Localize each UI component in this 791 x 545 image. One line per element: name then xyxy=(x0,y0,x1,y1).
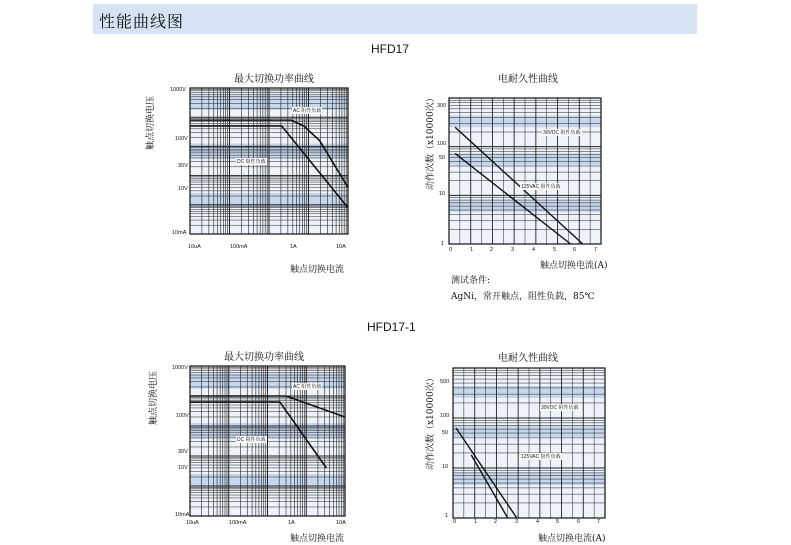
x-tick: 10uA xyxy=(188,244,201,250)
x-tick: 7 xyxy=(594,247,598,253)
power-chart-xlabel: 触点切换电流 xyxy=(290,265,345,275)
life-chart-xlabel: 触点切换电流(A) xyxy=(538,534,606,544)
y-tick: 500 xyxy=(440,379,450,385)
y-tick: 1 xyxy=(445,513,449,519)
y-tick: 10 xyxy=(439,191,446,197)
y-tick: 100 xyxy=(437,141,447,147)
x-tick: 1A xyxy=(288,520,295,526)
test-conditions-value: AgNi，常开触点，阻性负载，85℃ xyxy=(451,292,595,302)
x-tick: 100mA xyxy=(230,244,248,250)
header-bar xyxy=(93,4,697,34)
x-tick: 10A xyxy=(336,244,346,250)
y-tick: 100V xyxy=(176,413,189,419)
dc-annotation: 30VDC 阻性负载 xyxy=(543,130,581,136)
x-tick: 4 xyxy=(536,519,540,525)
ac-annotation: 125VAC 阻性负载 xyxy=(521,454,561,460)
y-tick: 30V xyxy=(178,163,188,169)
x-tick: 6 xyxy=(573,247,577,253)
life-chart-1 xyxy=(449,98,601,244)
model-label: HFD17 xyxy=(371,42,410,56)
x-tick: 0 xyxy=(449,247,453,253)
x-tick: 2 xyxy=(494,519,498,525)
x-tick: 1A xyxy=(290,244,297,250)
model-label: HFD17-1 xyxy=(367,320,416,334)
y-tick: 1000V xyxy=(170,87,186,93)
y-tick: 1000V xyxy=(172,365,188,371)
power-chart-title: 最大切换功率曲线 xyxy=(234,74,314,85)
x-tick: 6 xyxy=(577,519,581,525)
ac-annotation: 125VAC 阻性负载 xyxy=(521,184,561,190)
power-chart-xlabel: 触点切换电流 xyxy=(290,534,345,544)
power-chart-ylabel: 触点切换电压 xyxy=(149,370,159,425)
power-chart-ylabel: 触点切换电压 xyxy=(146,95,156,150)
y-tick: 10 xyxy=(442,464,449,470)
life-chart-title: 电耐久性曲线 xyxy=(498,353,558,364)
x-tick: 3 xyxy=(511,247,515,253)
x-tick: 3 xyxy=(515,519,519,525)
test-conditions-label: 测试条件: xyxy=(451,276,491,286)
x-tick: 100mA xyxy=(229,520,247,526)
power-chart-1 xyxy=(190,88,348,234)
life-chart-2 xyxy=(453,368,605,518)
y-tick: 30V xyxy=(178,449,188,455)
ac-annotation: AC 阻性负载 xyxy=(293,108,322,114)
life-chart-ylabel: 动作次数（x10000次） xyxy=(426,93,436,190)
x-tick: 5 xyxy=(556,519,560,525)
life-chart-title: 电耐久性曲线 xyxy=(498,74,558,85)
page-title: 性能曲线图 xyxy=(99,12,185,31)
x-tick: 10uA xyxy=(186,520,199,526)
ac-annotation: AC 阻性负载 xyxy=(293,384,322,390)
x-tick: 10A xyxy=(336,520,346,526)
dc-annotation: 30VDC 阻性负载 xyxy=(541,405,579,411)
x-tick: 2 xyxy=(490,247,494,253)
y-tick: 1 xyxy=(441,241,445,247)
dc-annotation: DC 阻性负载 xyxy=(237,437,266,443)
x-tick: 5 xyxy=(553,247,557,253)
y-tick: 100V xyxy=(175,136,188,142)
x-tick: 7 xyxy=(597,519,601,525)
y-tick: 50 xyxy=(439,155,446,161)
x-tick: 4 xyxy=(532,247,536,253)
y-tick: 50 xyxy=(442,430,449,436)
y-tick: 300 xyxy=(437,103,447,109)
life-chart-xlabel: 触点切换电流(A) xyxy=(540,261,608,271)
power-chart-title: 最大切换功率曲线 xyxy=(224,352,304,363)
y-tick: 100 xyxy=(440,413,450,419)
x-tick: 1 xyxy=(474,519,478,525)
y-tick: 10V xyxy=(178,465,188,471)
x-tick: 0 xyxy=(453,519,457,525)
x-tick: 1 xyxy=(470,247,474,253)
y-tick: 10V xyxy=(178,186,188,192)
y-tick: 10mA xyxy=(172,230,187,236)
dc-annotation: DC 阻性负载 xyxy=(237,159,266,165)
y-tick: 10mA xyxy=(175,512,190,518)
life-chart-ylabel: 动作次数（x10000次） xyxy=(426,373,436,470)
